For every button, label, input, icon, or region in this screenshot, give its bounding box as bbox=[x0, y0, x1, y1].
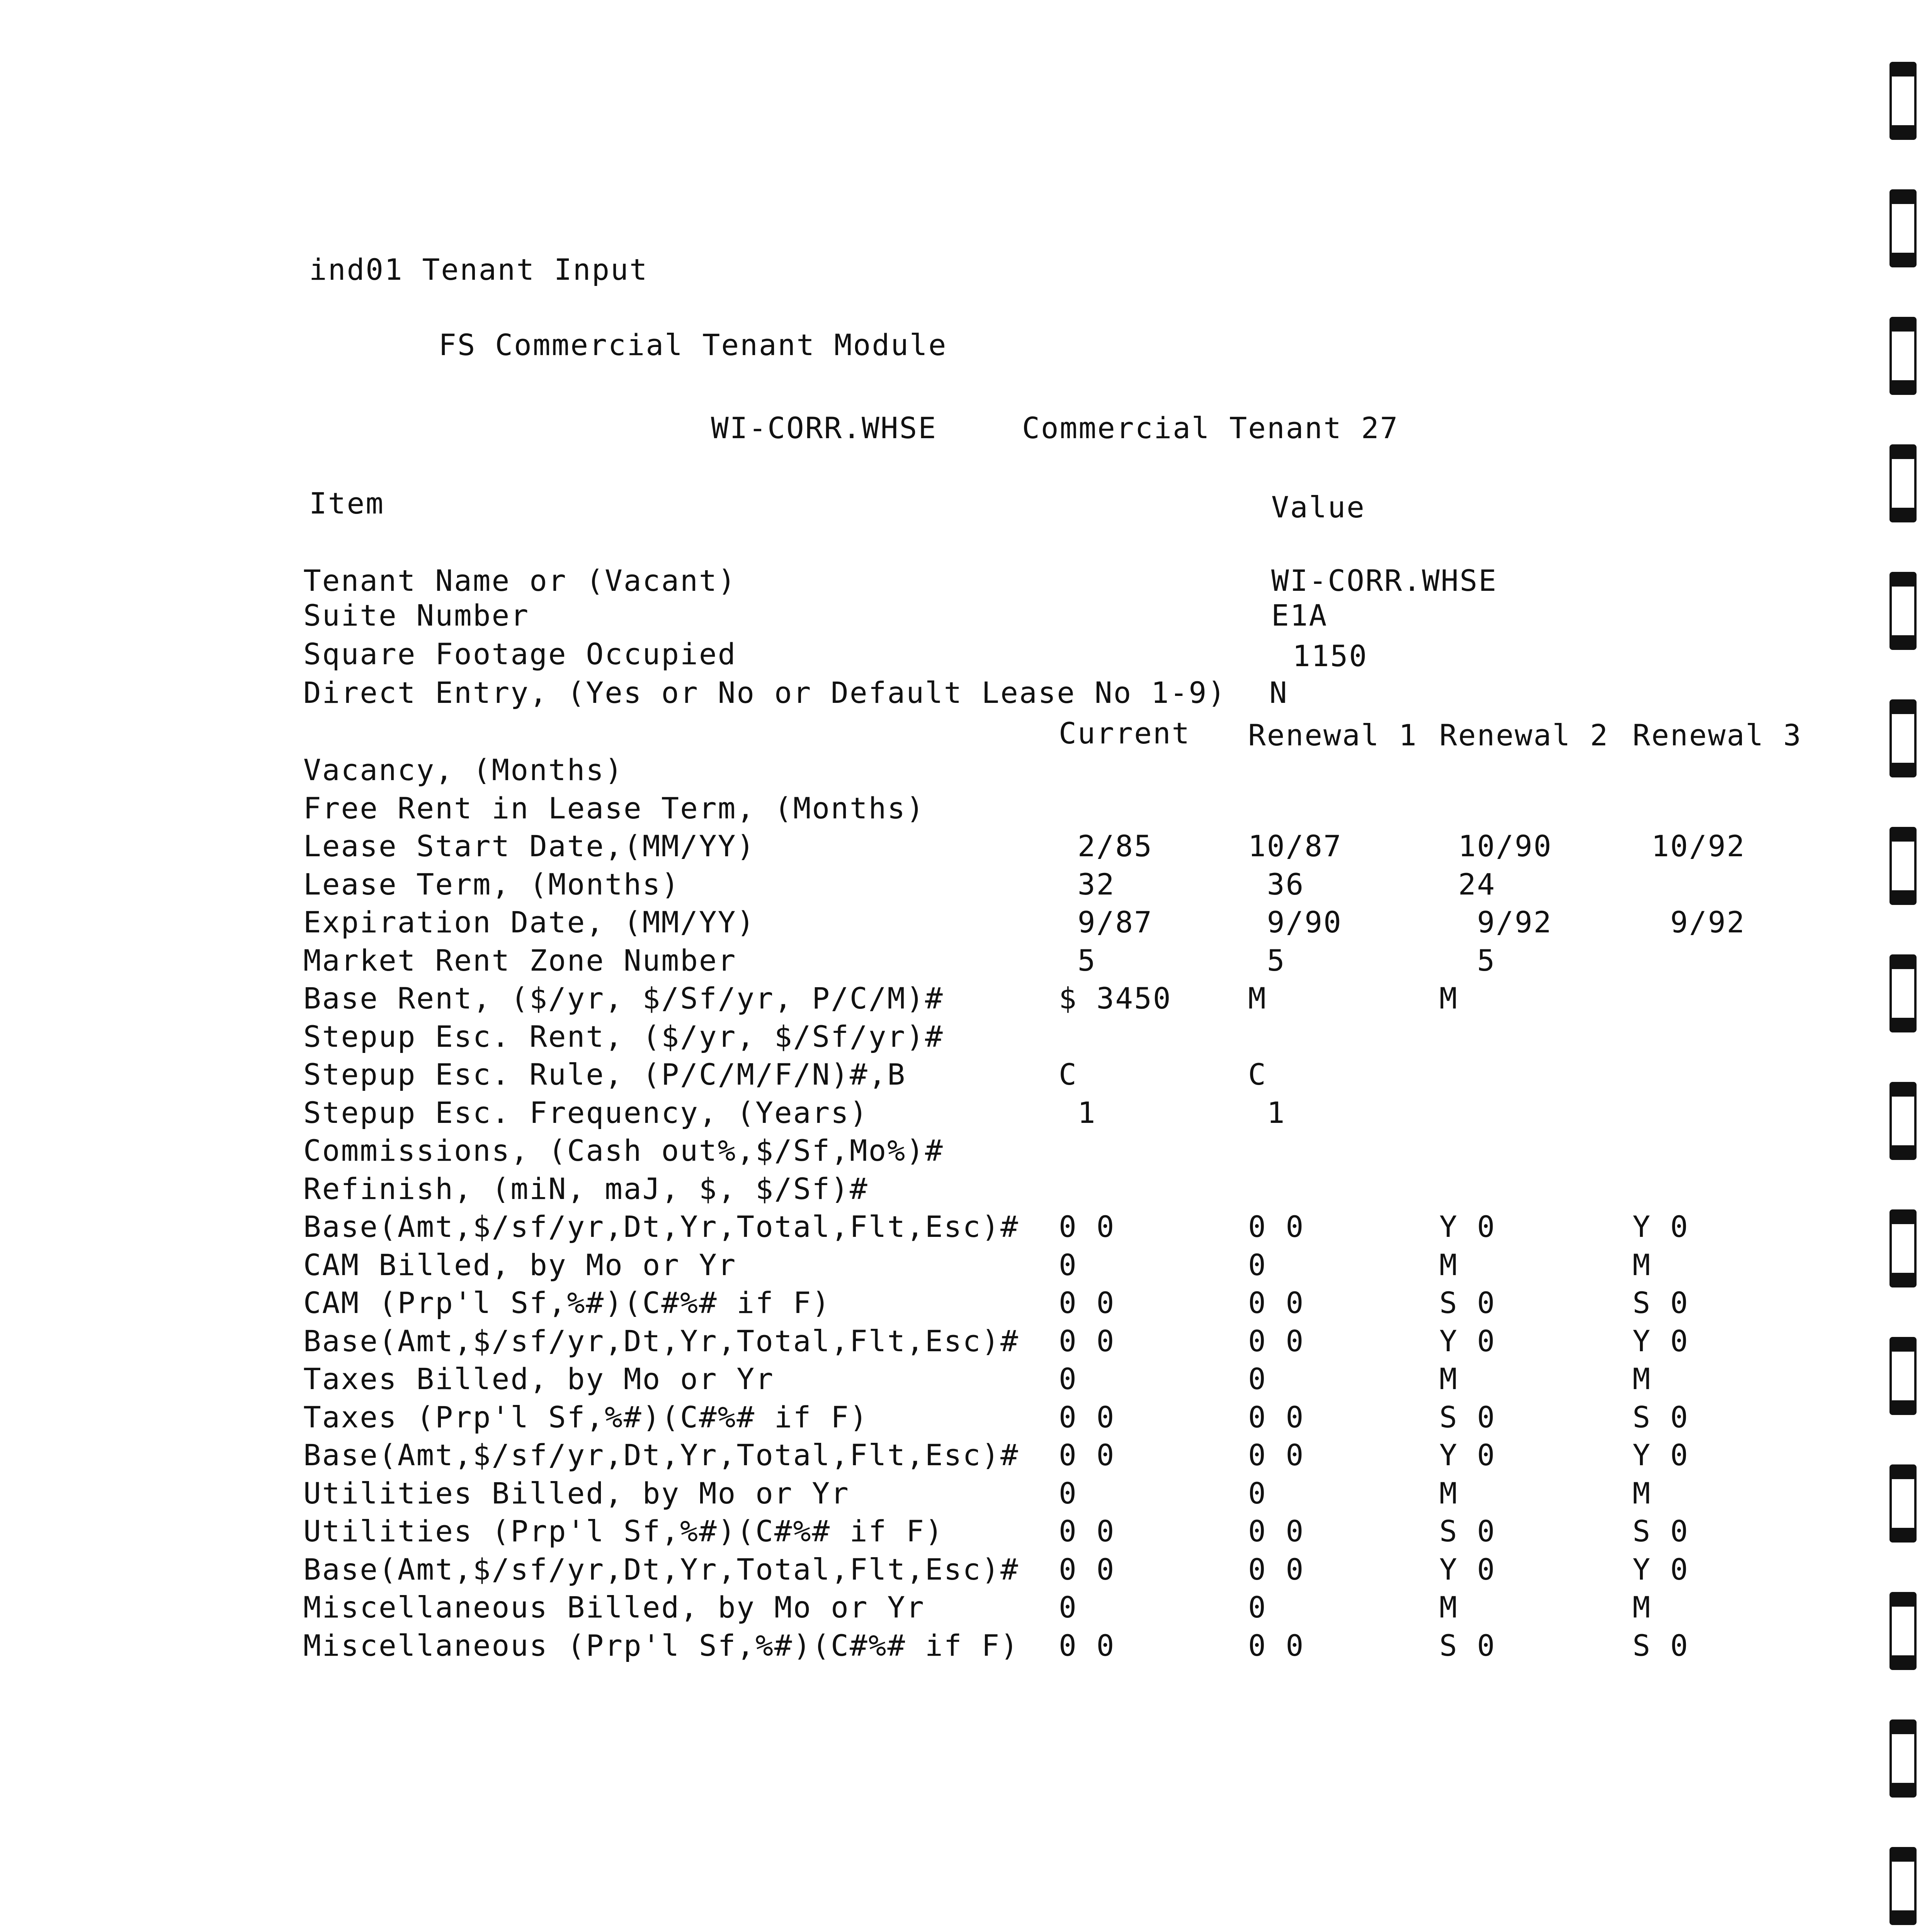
binder-hole bbox=[1889, 1464, 1917, 1543]
col-renewal-3: Renewal 3 bbox=[1633, 718, 1802, 752]
square-footage-label: Square Footage Occupied bbox=[303, 637, 737, 671]
binder-perforation bbox=[1889, 62, 1924, 1932]
col-renewal-2: Renewal 2 bbox=[1439, 718, 1609, 752]
row-value-current: 5 bbox=[1059, 943, 1097, 978]
row-value-current: 0 0 bbox=[1059, 1400, 1116, 1434]
row-value-current: 0 0 bbox=[1059, 1209, 1116, 1244]
row-value-current: $ 3450 bbox=[1059, 981, 1172, 1015]
binder-hole bbox=[1889, 1337, 1917, 1415]
row-value-current: 0 bbox=[1059, 1248, 1078, 1282]
row-value-renewal-1: 0 bbox=[1248, 1590, 1267, 1624]
row-value-renewal-3: S 0 bbox=[1633, 1400, 1689, 1434]
row-label: CAM Billed, by Mo or Yr bbox=[303, 1248, 737, 1282]
row-value-renewal-2: M bbox=[1439, 1248, 1458, 1282]
row-label: Stepup Esc. Rule, (P/C/M/F/N)#,B bbox=[303, 1057, 906, 1092]
row-value-renewal-3: M bbox=[1633, 1362, 1651, 1396]
binder-hole bbox=[1889, 699, 1917, 777]
row-value-renewal-2: S 0 bbox=[1439, 1628, 1496, 1663]
row-value-renewal-2: S 0 bbox=[1439, 1400, 1496, 1434]
row-value-renewal-1: 0 0 bbox=[1248, 1552, 1305, 1587]
row-value-renewal-3: S 0 bbox=[1633, 1514, 1689, 1548]
binder-hole bbox=[1889, 572, 1917, 650]
row-value-renewal-1: 0 0 bbox=[1248, 1400, 1305, 1434]
row-value-current: 0 0 bbox=[1059, 1324, 1116, 1358]
binder-hole bbox=[1889, 189, 1917, 267]
binder-hole bbox=[1889, 1847, 1917, 1925]
row-value-renewal-1: 0 bbox=[1248, 1476, 1267, 1510]
row-value-renewal-1: 0 0 bbox=[1248, 1324, 1305, 1358]
row-value-renewal-1: 0 0 bbox=[1248, 1286, 1305, 1320]
row-value-current: 0 0 bbox=[1059, 1628, 1116, 1663]
col-renewal-1: Renewal 1 bbox=[1248, 718, 1418, 752]
binder-hole bbox=[1889, 62, 1917, 140]
col-current: Current bbox=[1059, 716, 1191, 750]
tenant-name-label: Tenant Name or (Vacant) bbox=[303, 563, 737, 598]
row-value-current: 0 0 bbox=[1059, 1438, 1116, 1472]
row-label: CAM (Prp'l Sf,%#)(C#%# if F) bbox=[303, 1286, 831, 1320]
row-value-renewal-1: 0 0 bbox=[1248, 1628, 1305, 1663]
row-value-renewal-2: Y 0 bbox=[1439, 1209, 1496, 1244]
row-value-renewal-1: 0 0 bbox=[1248, 1514, 1305, 1548]
row-value-renewal-2: 5 bbox=[1439, 943, 1496, 978]
row-value-current: 2/85 bbox=[1059, 829, 1153, 863]
row-value-renewal-1: 10/87 bbox=[1248, 829, 1342, 863]
row-value-renewal-1: 0 bbox=[1248, 1248, 1267, 1282]
row-value-renewal-1: C bbox=[1248, 1057, 1267, 1092]
row-value-current: 0 bbox=[1059, 1362, 1078, 1396]
row-value-renewal-3: 10/92 bbox=[1633, 829, 1746, 863]
binder-hole bbox=[1889, 1209, 1917, 1287]
row-value-renewal-2: M bbox=[1439, 981, 1458, 1015]
row-value-renewal-1: 5 bbox=[1248, 943, 1286, 978]
row-value-current: 0 bbox=[1059, 1590, 1078, 1624]
row-value-renewal-1: 0 bbox=[1248, 1362, 1267, 1396]
row-value-renewal-2: 10/90 bbox=[1439, 829, 1553, 863]
binder-hole bbox=[1889, 954, 1917, 1032]
row-value-renewal-3: S 0 bbox=[1633, 1628, 1689, 1663]
row-value-renewal-3: M bbox=[1633, 1476, 1651, 1510]
row-value-renewal-1: 9/90 bbox=[1248, 905, 1342, 939]
row-label: Base(Amt,$/sf/yr,Dt,Yr,Total,Flt,Esc)# bbox=[303, 1552, 1019, 1587]
row-value-current: 32 bbox=[1059, 867, 1116, 901]
row-label: Utilities (Prp'l Sf,%#)(C#%# if F) bbox=[303, 1514, 944, 1548]
suite-number-label: Suite Number bbox=[303, 598, 530, 633]
row-value-renewal-3: M bbox=[1633, 1248, 1651, 1282]
row-value-renewal-1: 36 bbox=[1248, 867, 1305, 901]
row-label: Miscellaneous Billed, by Mo or Yr bbox=[303, 1590, 925, 1624]
row-value-renewal-2: M bbox=[1439, 1476, 1458, 1510]
row-value-current: C bbox=[1059, 1057, 1078, 1092]
row-label: Commissions, (Cash out%,$/Sf,Mo%)# bbox=[303, 1133, 944, 1168]
row-value-renewal-3: Y 0 bbox=[1633, 1209, 1689, 1244]
row-value-renewal-1: 0 0 bbox=[1248, 1209, 1305, 1244]
row-label: Stepup Esc. Frequency, (Years) bbox=[303, 1095, 869, 1130]
tenant-label: Commercial Tenant 27 bbox=[1022, 411, 1399, 445]
row-value-renewal-2: 24 bbox=[1439, 867, 1496, 901]
row-label: Taxes (Prp'l Sf,%#)(C#%# if F) bbox=[303, 1400, 869, 1434]
value-column-header: Value bbox=[1271, 490, 1366, 524]
row-value-renewal-2: M bbox=[1439, 1590, 1458, 1624]
suite-number-value: E1A bbox=[1271, 598, 1328, 633]
doc-id: ind01 Tenant Input bbox=[309, 252, 648, 287]
row-value-renewal-2: 9/92 bbox=[1439, 905, 1553, 939]
binder-hole bbox=[1889, 444, 1917, 522]
row-value-current: 0 bbox=[1059, 1476, 1078, 1510]
row-value-renewal-2: S 0 bbox=[1439, 1286, 1496, 1320]
item-column-header: Item bbox=[309, 486, 385, 520]
row-value-renewal-3: Y 0 bbox=[1633, 1438, 1689, 1472]
binder-hole bbox=[1889, 1719, 1917, 1798]
row-label: Utilities Billed, by Mo or Yr bbox=[303, 1476, 850, 1510]
row-label: Taxes Billed, by Mo or Yr bbox=[303, 1362, 774, 1396]
row-label: Base Rent, ($/yr, $/Sf/yr, P/C/M)# bbox=[303, 981, 944, 1015]
row-value-renewal-3: S 0 bbox=[1633, 1286, 1689, 1320]
row-value-current: 1 bbox=[1059, 1095, 1097, 1130]
row-value-renewal-2: S 0 bbox=[1439, 1514, 1496, 1548]
tenant-name-value: WI-CORR.WHSE bbox=[1271, 563, 1498, 598]
row-value-renewal-2: Y 0 bbox=[1439, 1324, 1496, 1358]
direct-entry-label: Direct Entry, (Yes or No or Default Lease No 1-9) bbox=[303, 675, 1227, 710]
direct-entry-value: N bbox=[1269, 675, 1288, 710]
row-label: Base(Amt,$/sf/yr,Dt,Yr,Total,Flt,Esc)# bbox=[303, 1209, 1019, 1244]
square-footage-value: 1150 bbox=[1293, 639, 1368, 673]
row-label: Miscellaneous (Prp'l Sf,%#)(C#%# if F) bbox=[303, 1628, 1019, 1663]
row-value-renewal-3: Y 0 bbox=[1633, 1324, 1689, 1358]
row-value-renewal-1: M bbox=[1248, 981, 1267, 1015]
row-value-renewal-3: M bbox=[1633, 1590, 1651, 1624]
binder-hole bbox=[1889, 317, 1917, 395]
row-label: Lease Term, (Months) bbox=[303, 867, 680, 901]
binder-hole bbox=[1889, 827, 1917, 905]
row-value-renewal-2: M bbox=[1439, 1362, 1458, 1396]
row-label: Free Rent in Lease Term, (Months) bbox=[303, 791, 925, 825]
row-label: Lease Start Date,(MM/YY) bbox=[303, 829, 756, 863]
row-value-renewal-2: Y 0 bbox=[1439, 1552, 1496, 1587]
row-label: Expiration Date, (MM/YY) bbox=[303, 905, 756, 939]
row-label: Refinish, (miN, maJ, $, $/Sf)# bbox=[303, 1172, 869, 1206]
row-value-current: 0 0 bbox=[1059, 1514, 1116, 1548]
row-label: Base(Amt,$/sf/yr,Dt,Yr,Total,Flt,Esc)# bbox=[303, 1324, 1019, 1358]
row-value-renewal-1: 1 bbox=[1248, 1095, 1286, 1130]
row-label: Vacancy, (Months) bbox=[303, 753, 624, 787]
row-value-renewal-3: Y 0 bbox=[1633, 1552, 1689, 1587]
binder-hole bbox=[1889, 1592, 1917, 1670]
row-label: Base(Amt,$/sf/yr,Dt,Yr,Total,Flt,Esc)# bbox=[303, 1438, 1019, 1472]
binder-hole bbox=[1889, 1082, 1917, 1160]
row-value-renewal-2: Y 0 bbox=[1439, 1438, 1496, 1472]
tenant-code: WI-CORR.WHSE bbox=[711, 411, 937, 445]
module-title: FS Commercial Tenant Module bbox=[439, 328, 947, 362]
row-label: Stepup Esc. Rent, ($/yr, $/Sf/yr)# bbox=[303, 1019, 944, 1054]
row-value-renewal-1: 0 0 bbox=[1248, 1438, 1305, 1472]
row-value-current: 0 0 bbox=[1059, 1286, 1116, 1320]
row-value-renewal-3: 9/92 bbox=[1633, 905, 1746, 939]
row-value-current: 9/87 bbox=[1059, 905, 1153, 939]
row-value-current: 0 0 bbox=[1059, 1552, 1116, 1587]
row-label: Market Rent Zone Number bbox=[303, 943, 737, 978]
